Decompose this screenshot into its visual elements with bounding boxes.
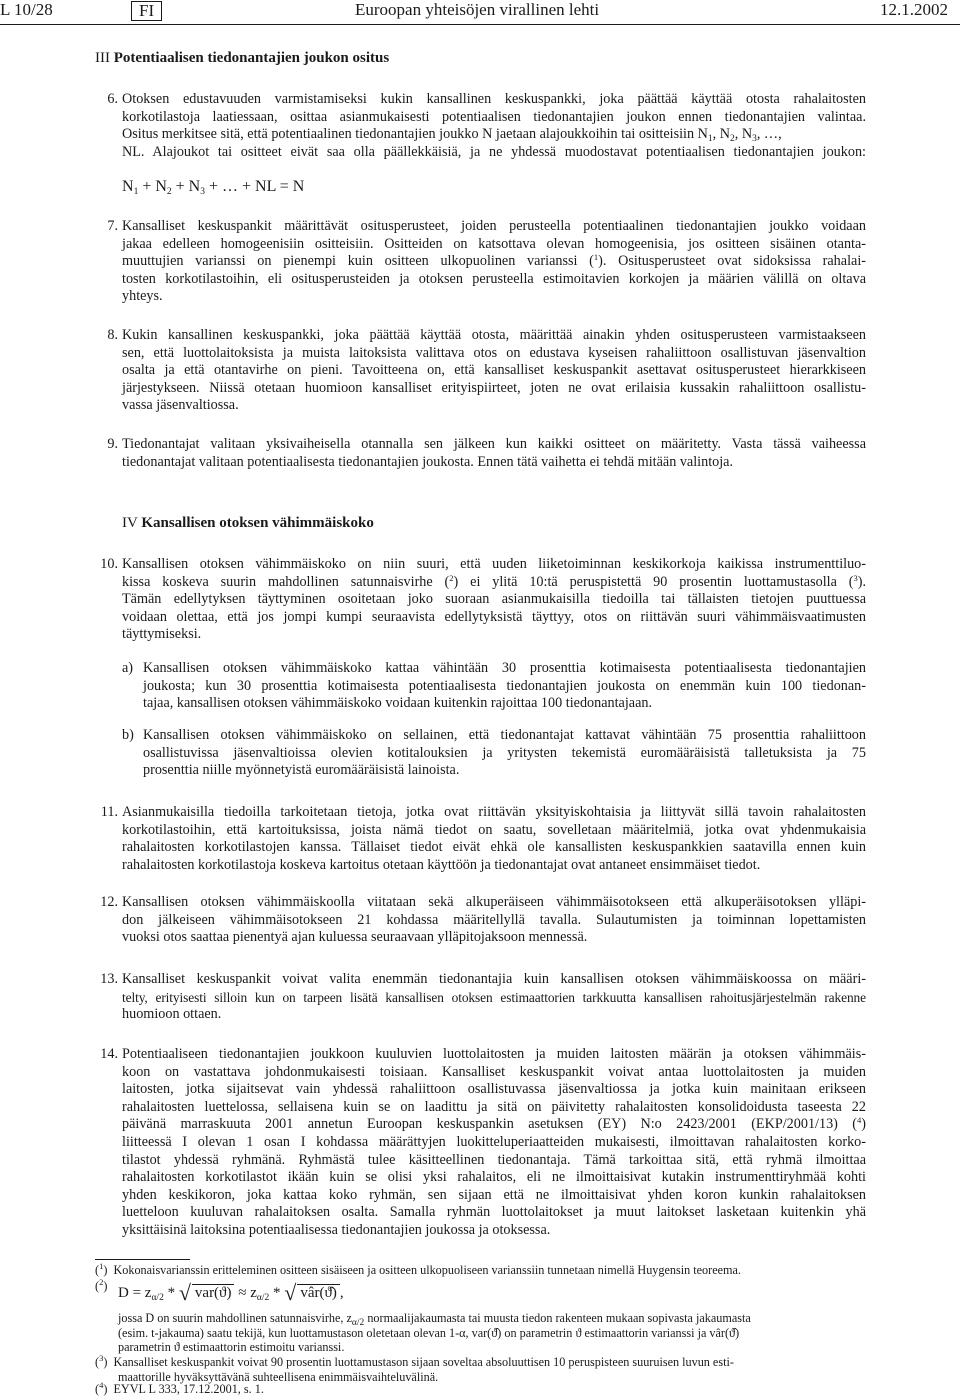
formula-term: + … + NL = N [204,178,305,195]
text-line [122,253,866,271]
footnote-ref: 1 [593,252,599,263]
list-item-label: a) [122,660,134,676]
text-line: korkotilastoja laatiessaan, osittaa asianmukaisesti potentiaalisen tiedonantajien joukon ennen tiedonantajien valintaa. [122,108,866,125]
footnote-1: ($^1$) Kokonaisvarianssin eritteleminen ositteen sisäiseen ja ositteen ulkopuoliseen varianssiin tunnetaan nimellä Huygensin teoreema. [95,1261,741,1277]
text-line: tiedonantajat valitaan potentiaalisesta tiedonantajien joukosta. Ennen tätä vaihetta ei tehdä mitään valintoja. [122,453,734,470]
radical-sign: √ [178,1280,191,1305]
text-line: don jälkeiseen vähimmäisotokseen 21 kohdassa määritellyllä tavalla. Sulautumisten ja toiminnan lopettamisten [122,911,866,928]
paragraph-number: 8. [107,327,118,343]
text-line: Kansalliset keskuspankit määrittävät ositusperusteet, joiden perusteella potentiaalinen tiedonantajien joukko voidaan [122,218,866,234]
text-line: rahalaitosten korkotilastoja koskeva kartoitus otetaan käyttöön ja tiedonantajat ovat antaneet ensimmäiset tiedot. [122,856,761,873]
footnote-mark: 3 [99,1353,104,1363]
list-item-b [143,727,866,780]
footnote-ref: 2 [449,572,454,583]
paragraph-13 [122,971,866,1024]
text-line: osalta ja että otantavirhe on pieni. Tavoitteena on, että kansalliset keskuspankit asettavat ositusperusteet hierarkkiseen [122,362,866,379]
text-line: ($^3$) Kansalliset keskuspankit voivat 90 prosentin luottamustason sijaan soveltaa absoluuttisen 10 peruspisteen suuruisen luvun esti- [95,1353,734,1369]
subscript: 2 [729,134,735,144]
text-line: tajaa, kansallisen otoksen vähimmäiskoko voidaan kuitenkin rajoittaa 100 tiedonantajaan. [143,695,653,712]
text-line: Kansallisen otoksen vähimmäiskoko on sellainen, että tiedonantajat kattavat vähintään 75 prosenttia rahaliittoon [143,727,866,743]
text-line [122,126,866,144]
text-line: Otoksen edustavuuden varmistamiseksi kukin kansallinen keskuspankki, joka päättää käyttää otosta rahalaitosten [122,91,866,107]
header-rule [0,24,960,25]
footnote-text: EYVL L 333, 17.12.2001, s. 1. [113,1382,264,1396]
text-line: Kansallisen otoksen vähimmäiskoko kattaa vähintään 30 prosenttia kotimaisesta potentiaalisesta tiedonantajien [143,660,866,676]
text-line: sen, että luottolaitoksista ja muista laitoksista valittava otos on edustava kyseisen rahaliittoon osallistuvan jäsenvaltion [122,344,866,361]
text-line: järjestykseen. Niissä otetaan huomioon kansalliset erityispiirteet, joten ne ovat erilaisia kussakin rahaliittoon osallistu- [122,379,866,396]
text-line: täyttymiseksi. [122,626,202,643]
text-line: (esim. t-jakauma) saatu tekijä, kun luottamustason oletetaan olevan 1-α, var(ϑ̂) on parametrin ϑ estimaattorin varianssi ja vâr(ϑ̂) [118,1325,740,1340]
text-line: koon on vastattava johdonmukaisesti toisiaan. Kansalliset keskuspankit voivat antaa luottolaitosten ja muiden [122,1063,866,1080]
paragraph-number: 7. [107,218,118,234]
footnote-text: Kokonaisvarianssin eritteleminen ositteen sisäiseen ja ositteen ulkopuoliseen varianssiin tunnetaan nimellä Huygensin teoreema. [113,1263,741,1277]
paragraph-7 [122,218,866,306]
text-line: tosten korkotilastoihin, eli ositusperusteiden ja otoksen perusteella estimoitavien korkojen ja määrien välillä on oltava [122,270,866,287]
footnote-mark: 4 [99,1380,104,1390]
paragraph-11 [122,804,866,874]
paragraph-number: 11. [100,804,118,820]
formula-term: ≈ z [234,1285,257,1301]
text-line: maattorille hyväksyttävänä suhteellisena enimmäisvaihteluvälinä. [118,1369,439,1384]
text-line: Tiedonantajat valitaan yksivaiheisella otannalla sen jälkeen kun kaikki ositteet on määritetty. Vasta tässä vaiheessa [122,436,866,452]
journal-title: Euroopan yhteisöjen virallinen lehti [355,0,600,19]
footnote-2 [118,1311,868,1355]
text-span: kissa koskeva suurin mahdollinen satunnaisvirhe ( [122,573,450,590]
page-header [0,0,960,26]
formula-term: * [163,1285,179,1301]
text-line: parametrin ϑ estimaattorin estimoitu varianssi. [118,1340,345,1355]
text-span: ) [861,1116,866,1133]
text-line: Tämän edellytyksen täyttyminen osoitetaan joko suoraan asianmukaisilla tiedoilla tai tällaisten tietojen puuttuessa [122,591,866,608]
section-title: Potentiaalisen tiedonantajien joukon ositus [113,50,390,66]
text-line [122,1116,866,1134]
radical-sign: √ [284,1280,297,1305]
formula-term: , [339,1285,344,1301]
text-line [122,574,866,592]
stratification-formula [122,178,304,196]
list-item-label: b) [122,727,134,743]
text-line: laitosten, jotka sijaitsevat vain yhdessä rahaliittoon osallistuvassa jäsenvaltiossa ja jotka kuin mainitaan erikseen [122,1081,866,1098]
formula-term: + N [171,178,201,195]
paragraph-8 [122,327,866,415]
text-span: , N [712,126,730,142]
text-line: prosenttia niille myönnetyistä euromääräisistä lainoista. [143,762,460,779]
footnote-2-mark: ($^2$) [95,1277,108,1293]
text-line: voidaan olettaa, että jos jompi kumpi seuraavista edellytyksistä täyttyy, otos on riittävän suuri vähimmäisvaatimusten [122,608,866,625]
text-line: Kansallisen otoksen vähimmäiskoolla viitataan sekä alkuperäiseen vähimmäisotokseen että alkuperäisotoksen ylläpi- [122,894,866,910]
text-line: korkotilastoihin, että kartoituksissa, joista nämä tiedot on saatu, sovelletaan määritelmiä, jotka ovat yhdenmukaisia [122,821,866,838]
formula-term: D = z [118,1285,152,1301]
text-line: NL. Alajoukot tai ositteet eivät saa olla päällekkäisiä, ja ne yhdessä muodostavat potentiaalisen tiedonantajien joukon: [122,143,866,160]
text-line: yhden keskikoron, joka kattaa koko ryhmän, sen sijaan että ne ilmoittaisivat yhden koron kunkin rahalaitoksen [122,1186,866,1203]
paragraph-number: 6. [107,91,118,107]
text-line: rahalaitosten korkotilastojen kanssa. Tällaiset tiedot eivät ehkä ole kansallisten keskuspankkien saatavilla ennen kuin [122,839,866,856]
text-span: jossa D on suurin mahdollinen satunnaisvirhe, z [118,1311,352,1325]
text-line: vassa jäsenvaltiossa. [122,397,239,414]
text-span: päivänä marraskuuta 2001 annetun Euroopan keskuspankin asetuksen (EY) N:o 2423/2001 (EKP/2001/13) ( [122,1116,858,1133]
formula-term: var(ϑ) [192,1284,235,1303]
text-line: yhteys. [122,288,163,305]
section-heading-iv [122,515,374,533]
paragraph-10 [122,556,866,644]
footnote-3 [95,1355,875,1384]
paragraph-number: 10. [100,556,118,572]
section-heading-iii [95,50,389,68]
footnote-ref: 4 [857,1115,862,1126]
paragraph-9 [122,436,866,471]
paragraph-number: 9. [107,436,118,452]
formula-term: vâr(ϑ̂) [297,1284,340,1303]
subscript: 3 [752,134,757,144]
paragraph-6 [122,91,866,126]
paragraph-6-continued [122,126,866,161]
text-line: rahalaitosten korkotilastot ikään kuin se olisi yksi rahalaitos, eli ne ilmoittaisivat kutakin instrumenttiryhmää kohti [122,1169,866,1186]
text-span: , …, [756,126,782,142]
formula-term: * [269,1285,285,1301]
text-line: Potentiaaliseen tiedonantajien joukkoon kuuluvien luottolaitosten ja muiden laitosten määrän ja otoksen vähimmäis- [122,1046,866,1062]
text-line [118,1311,868,1326]
language-badge: FI [131,1,162,21]
text-span: ). [857,573,867,590]
text-span: normaalijakaumasta tai muusta tiedon rakenteen mukaan sopivasta jakaumasta [364,1311,751,1325]
paragraph-number: 13. [100,971,118,987]
subscript: 3 [200,187,205,197]
text-line: tilastot yhdessä ryhmänä. Ryhmästä tulee käsitteellinen tiedonantaja. Tämä tarkoittaa sitä, että ryhmä ilmoittaa [122,1151,866,1168]
subscript: 1 [133,187,139,197]
section-title: Kansallisen otoksen vähimmäiskoko [141,515,374,531]
text-line: Kansallisen otoksen vähimmäiskoko on niin suuri, että uuden liiketoiminnan keskikorkoja kaikissa instrumenttiluo- [122,556,866,572]
text-span: Ositus merkitsee sitä, että potentiaalinen tiedonantajien joukko N jaetaan alajoukkoihin tai ositteisiin N [122,126,708,142]
subscript: 1 [707,134,713,144]
text-span: Kansalliset keskuspankit voivat 90 prosentin luottamustason sijaan soveltaa absoluuttisen 10 peruspisteen suuruisen luvun esti- [113,1355,734,1369]
text-line: rahalaitosten luettelossa, sellaisena kuin se on laadittu ja sitä on päivitetty rahalaitosten konsolidoidusta taseesta 22 [122,1098,866,1115]
paragraph-14 [122,1046,866,1240]
text-span: , N [734,126,753,142]
text-line: vuoksi otos saattaa pienentyä ajan kuluessa seuraavaan ylläpitojaksoon mennessä. [122,929,588,946]
text-span: ) ei ylitä 10:tä peruspistettä 90 prosentin luottamustasolla ( [453,573,854,590]
footnote-4: ($^4$) EYVL L 333, 17.12.2001, s. 1. [95,1380,264,1396]
text-line: osallistuvissa jäsenvaltioissa olevien kotitalouksien ja yritysten tekemistä euromääräisistä talletuksista ja 75 [143,744,866,761]
text-span: ). Ositusperusteet ovat sidoksissa rahalai- [598,253,866,270]
text-span: muuttujien varianssi on pienempi kuin ositteen ulkopuolinen varianssi ( [122,253,594,270]
text-line: huomioon ottaen. [122,1006,222,1023]
subscript: α/2 [151,1293,164,1303]
text-line: liitteessä I olevan 1 osan I kohdassa määrättyjen luokitteluperiaatteiden mukaisesti, ilmoittavan rahalaitosten korko- [122,1133,866,1150]
subscript: α/2 [351,1318,365,1328]
footnote-mark: 1 [99,1261,104,1271]
text-line: yksittäisinä laitoksina potentiaalisessa tiedonantajien joukossa ja otoksessa. [122,1221,551,1238]
text-line: Kukin kansallinen keskuspankki, joka päättää käyttää otosta, määrittää ainakin yhden ositusperusteen varmistaakseen [122,327,866,343]
text-line: luetteloon kuuluvan rahalaitoksen osalta. Samalla ryhmän luottolaitokset ja muut laitokset lasketaan kuitenkin yhä [122,1204,866,1221]
formula-term: + N [138,178,167,195]
subscript: 2 [166,187,172,197]
paragraph-number: 12. [100,894,118,910]
footnote-mark: 2 [99,1277,104,1287]
section-number: IV [122,515,138,531]
text-line: Kansalliset keskuspankit voivat valita enemmän tiedonantajia kuin kansallisen otoksen vähimmäiskoossa on määri- [122,971,866,987]
text-line: Asianmukaisilla tiedoilla tarkoitetaan tietoja, jotka ovat riittävän yksityiskohtaisia ja liittyvät sillä tavoin rahalaitosten [122,804,866,820]
page-reference: L 10/28 [0,0,53,19]
subscript: α/2 [256,1293,270,1303]
error-formula [118,1280,344,1305]
text-line: telty, erityisesti silloin kun on tarpeen lisätä kansallisen otoksen estimaattorien tarkkuutta kansallisen rahoitusjärjestelmän rakenne [122,989,866,1005]
paragraph-12 [122,894,866,947]
paragraph-number: 14. [100,1046,118,1062]
publication-date: 12.1.2002 [880,0,948,19]
list-item-a [143,660,866,713]
text-line: joukosta; kun 30 prosenttia kotimaisesta potentiaalisesta tiedonantajien joukosta on enemmän kuin 100 tiedonan- [143,677,866,694]
footnote-separator [95,1259,190,1260]
text-line: jakaa edelleen homogeenisiin ositteisiin. Ositteiden on katsottava olevan homogeenisia, jos ositteen sisäinen otanta- [122,235,866,252]
footnote-ref: 3 [853,572,858,583]
section-number: III [95,50,110,66]
formula-term: N [122,178,134,195]
